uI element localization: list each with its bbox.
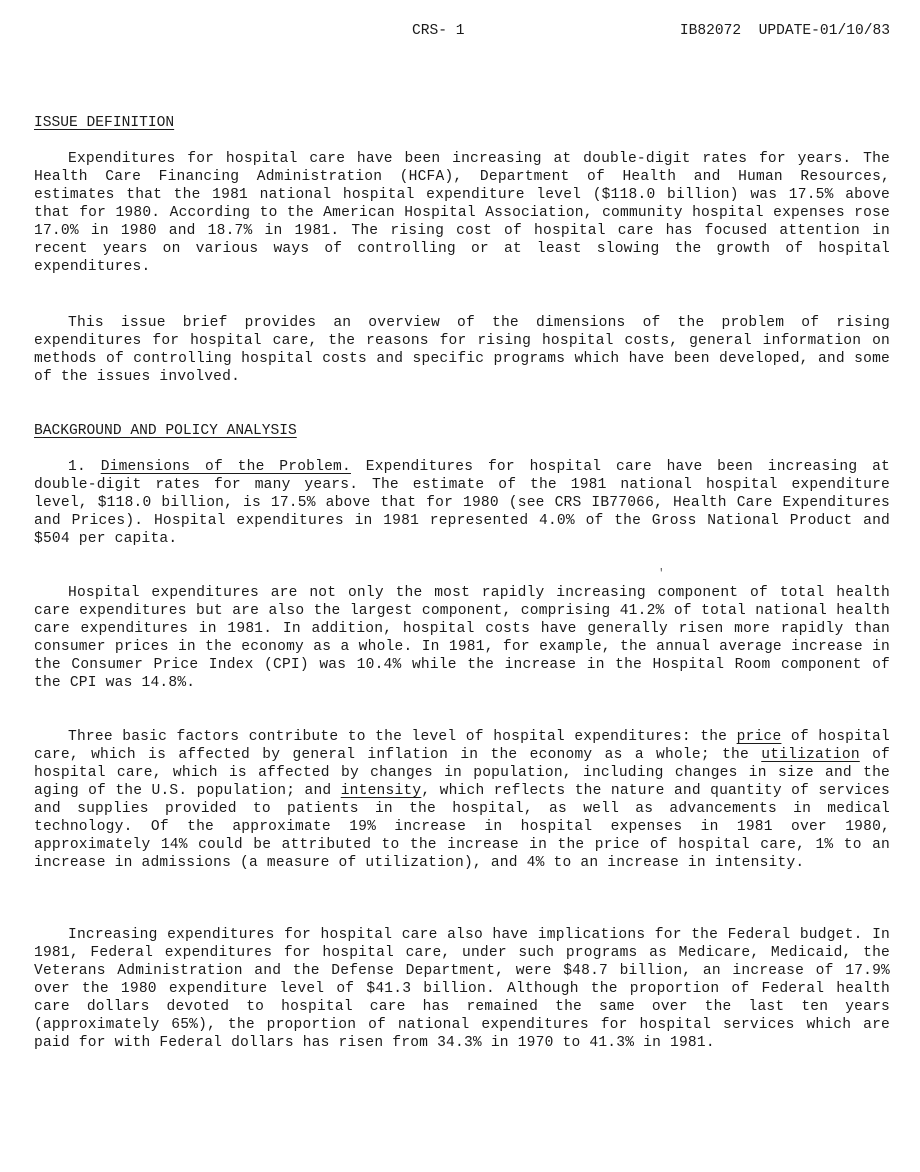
issue-definition-paragraph-2: This issue brief provides an overview of the dimensions of the problem of rising expenditures for hospital care, the reasons for rising hospital costs, general information on methods of controlling hospital costs and specific programs which have been developed, and some of the issues involved. bbox=[34, 315, 890, 385]
paragraph-number: 1. bbox=[68, 459, 86, 475]
issue-definition-heading: ISSUE DEFINITION bbox=[34, 115, 175, 131]
page-header bbox=[34, 22, 890, 42]
background-paragraph-4: Increasing expenditures for hospital care also have implications for the Federal budget. In 1981, Federal expenditures for hospital care, under such programs as Medicare, Medicaid, the Veterans Administration and the Defense Department, were $48.7 billion, an increase of 17.9% over the 1980 expenditure level of $41.3 billion. Although the proportion of Federal health care dollars devoted to hospital care has remained the same over the last ten years (approximately 65%), the proportion of national expenditures for hospital services which are paid for with Federal dollars has risen from 34.3% in 1970 to 41.3% in 1981. bbox=[34, 927, 890, 1051]
background-paragraph-3 bbox=[34, 728, 890, 872]
term-price: price bbox=[736, 729, 782, 745]
paragraph-3-part-d: , which reflects the nature and quantity of services and supplies provided to patients in the hospital, as well as advancements in medical technology. Of the approximate 19% increase in hospital expenses in 1981 over 1980, approximately 14% could be attributed to the increase in the price of hospital care, 1% to an increase in admissions (a measure of utilization), and 4% to an increase in intensity. bbox=[34, 783, 890, 871]
paragraph-3-part-b: of hospital care, which is affected by general inflation in the economy as a whole; the bbox=[34, 729, 890, 763]
term-utilization: utilization bbox=[761, 747, 860, 763]
page-label: CRS- 1 bbox=[412, 23, 465, 39]
background-paragraph-2: Hospital expenditures are not only the most rapidly increasing component of total health care expenditures but are also the largest component, comprising 41.2% of total national health care expenditures in 1981. In addition, hospital costs have generally risen more rapidly than consumer prices in the economy as a whole. In 1981, for example, the annual average increase in the Consumer Price Index (CPI) was 10.4% while the increase in the Hospital Room component of the CPI was 14.8%. bbox=[34, 585, 890, 691]
section-title-dimensions: Dimensions of the Problem. bbox=[100, 459, 351, 475]
paragraph-3-part-c: of hospital care, which is affected by changes in population, including changes in size and the aging of the U.S. population; and bbox=[34, 747, 890, 799]
stray-mark: ' bbox=[658, 568, 665, 580]
document-id: IB82072 UPDATE-01/10/83 bbox=[679, 23, 890, 39]
paragraph-1-body: Expenditures for hospital care have been increasing at double-digit rates for many years. The estimate of the 1981 national hospital expenditure level, $118.0 billion, is 17.5% above that for 1980 (see CRS IB77066, Health Care Expenditures and Prices). Hospital expenditures in 1981 represented 4.0% of the Gross National Product and $504 per capita. bbox=[34, 459, 890, 547]
term-intensity: intensity bbox=[340, 783, 422, 799]
issue-definition-paragraph-1: Expenditures for hospital care have been increasing at double-digit rates for years. The Health Care Financing Administration (HCFA), Department of Health and Human Resources, estimates that the 1981 national hospital expenditure level ($118.0 billion) was 17.5% above that for 1980. According to the American Hospital Association, community hospital expenses rose 17.0% in 1980 and 18.7% in 1981. The rising cost of hospital care has focused attention in recent years on various ways of controlling or at least slowing the growth of hospital expenditures. bbox=[34, 151, 890, 275]
background-paragraph-1 bbox=[34, 458, 890, 548]
paragraph-3-part-a: Three basic factors contribute to the level of hospital expenditures: the bbox=[68, 729, 728, 745]
background-heading: BACKGROUND AND POLICY ANALYSIS bbox=[34, 423, 297, 439]
